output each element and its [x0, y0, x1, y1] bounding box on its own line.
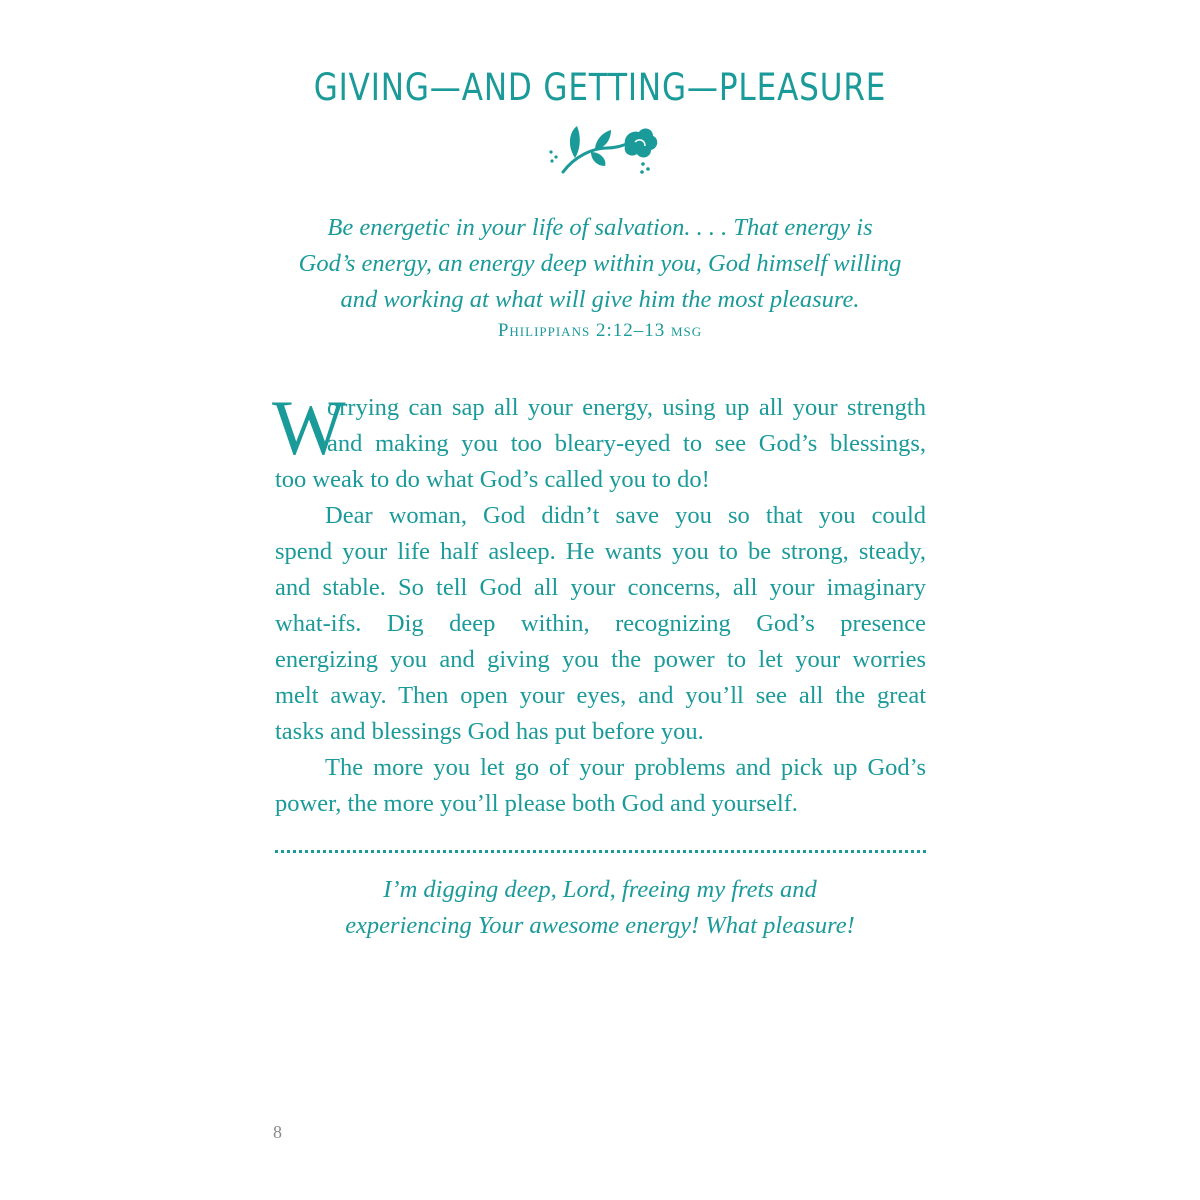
- body-line: too weak to do what God’s called you to do!: [275, 466, 710, 493]
- body-line: Dear woman, God didn’t save you so that you could: [325, 502, 926, 529]
- body-line: tasks and blessings God has put before you.: [275, 718, 704, 745]
- body-line: The more you let go of your problems and pick up God’s: [325, 754, 926, 781]
- body-line: power, the more you’ll please both God and yourself.: [275, 790, 798, 817]
- verse-line: Be energetic in your life of salvation. . . . That energy is: [327, 214, 873, 241]
- verse-line: and working at what will give him the most pleasure.: [340, 286, 860, 313]
- prayer-line: I’m digging deep, Lord, freeing my frets and: [383, 876, 817, 903]
- page-title: GIVING—AND GETTING—PLEASURE: [313, 66, 887, 109]
- body-line: energizing you and giving you the power to let your worries: [275, 646, 926, 673]
- prayer-line: experiencing Your awesome energy! What pleasure!: [345, 912, 855, 939]
- body-line: what-ifs. Dig deep within, recognizing God’s presence: [275, 610, 926, 637]
- body-line: melt away. Then open your eyes, and you’ll see all the great: [275, 682, 926, 709]
- body-line: orrying can sap all your energy, using up all your strength: [327, 394, 926, 421]
- body-line: and stable. So tell God all your concerns, all your imaginary: [275, 574, 926, 601]
- body-line: and making you too bleary-eyed to see God’s blessings,: [327, 430, 926, 457]
- verse-line: God’s energy, an energy deep within you, God himself willing: [298, 250, 902, 277]
- closing-prayer: [250, 872, 950, 944]
- flower-vine-icon: [545, 122, 660, 180]
- dotted-divider: [275, 850, 926, 853]
- body-line: spend your life half asleep. He wants you to be strong, steady,: [275, 538, 926, 565]
- drop-cap: W: [272, 384, 346, 471]
- page-number: 8: [273, 1122, 282, 1142]
- scripture-verse: [250, 210, 950, 318]
- verse-reference-text: Philippians 2:12–13 msg: [497, 320, 703, 341]
- devotional-body: [272, 384, 926, 822]
- verse-reference: [250, 320, 950, 342]
